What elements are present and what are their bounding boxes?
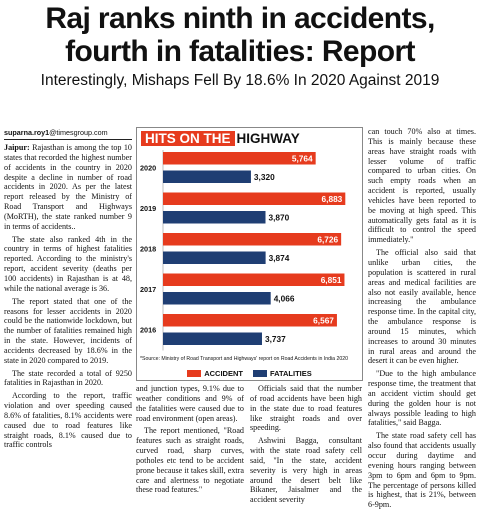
paragraph: The state also ranked 4th in the country in terms of highest fatalities reported. According to the ministry's report, accident severity (deaths per 100 accidents) in Rajasthan is at 48, while the national average is 36. (4, 234, 132, 293)
bar-fatalities-2017 (163, 292, 271, 305)
chart-legend (137, 366, 362, 380)
byline-domain: @timesgroup.com (49, 128, 108, 137)
bar-fatalities-2019 (163, 211, 266, 224)
data-label-accident-2016: 6,567 (313, 315, 334, 326)
dateline: Jaipur: (4, 143, 30, 152)
bar-accident-2019 (163, 193, 345, 206)
paragraph: The report mentioned, "Road features such as straight roads, curved road, sharp curves, potholes etc tend to be accident prone because it takes skill, extra care and alertness to negotiate these road features." (136, 426, 244, 495)
data-label-fatalities-2018: 3,874 (268, 253, 290, 263)
category-label-2017: 2017 (140, 285, 157, 294)
paragraph: The official also said that unlike urban cities, the population is scattered in rural areas and medical facilities are also not easily available, hence increasing the ambulance response time. In the capital city, the ambulance response is around 15 minutes, which increases to around 30 minutes in rural areas and around the desert it can be even higher. (368, 248, 476, 366)
article-column-2 (136, 384, 244, 495)
paragraph: "Due to the high ambulance response time, the treatment that an accident victim should get during the golden hour is not always possible leading to high fatalities," said Bagga. (368, 369, 476, 428)
paragraph-text: Rajasthan is among the top 10 states that recorded the highest number of accidents in the country in 2020 despite a decline in number of road accidents in 2020. As per the latest report released by the Ministry of Road Transport and Highways (MoRTH), the state ranked number 9 in terms of accidents.. (4, 143, 132, 231)
paragraph: The state recorded a total of 9250 fatalities in Rajasthan in 2020. (4, 368, 132, 388)
data-label-fatalities-2017: 4,066 (273, 293, 295, 304)
paragraph: According to the report, traffic violation and over speeding caused 8.6% of fatalities, 8.1% accidents were caused due to road features like straight roads, 8.1% caused due to traffic controls (4, 391, 132, 450)
byline (4, 128, 132, 140)
article-column-1 (4, 143, 132, 450)
category-label-2018: 2018 (140, 244, 157, 254)
paragraph: and junction types, 9.1% due to weather conditions and 9% of the fatalities were caused due to road environment (open areas). (136, 384, 244, 423)
bar-fatalities-2018 (163, 252, 266, 265)
legend-swatch-fatalities (253, 370, 267, 377)
chart-hits-on-the-highway (136, 127, 363, 381)
bar-chart (137, 128, 362, 380)
data-label-accident-2019: 6,883 (321, 194, 343, 204)
article-column-4 (368, 127, 476, 510)
paragraph: Officials said that the number of road accidents have been high in the state due to road features like straight roads and over speeding. (250, 384, 362, 433)
paragraph: The state road safety cell has also found that accidents usually occur during daytime and evening hours ranging between 3pm to 6pm and 6pm to 9pm. The percentage of persons killed is highest, that is 21%, between 6-9pm. (368, 431, 476, 510)
legend-item-fatalities (253, 369, 312, 378)
data-label-fatalities-2020: 3,320 (253, 172, 275, 182)
headline-line-1: Raj ranks ninth in accidents, (45, 2, 435, 35)
bar-accident-2016 (163, 314, 337, 327)
bar-accident-2017 (163, 274, 344, 287)
bar-fatalities-2016 (163, 333, 262, 346)
paragraph: can touch 70% also at times. This is mainly because these areas have straight roads with lesser volume of traffic compared to urban cities. On such empty roads when an accident is reported, usually vehicles have been reported to be moving at high speed. This automatically gets fatal as it is difficult to control the speed immediately." (368, 127, 476, 245)
legend-swatch-accident (187, 370, 201, 377)
data-label-fatalities-2019: 3,870 (268, 212, 290, 223)
data-label-accident-2020: 5,764 (291, 153, 313, 164)
chart-title-highlight: HITS ON THE (141, 131, 235, 146)
paragraph: Ashwini Bagga, consultant with the state road safety cell said, "In the state, accident severity is very high in areas around the desert belt like Bikaner, Jaisalmer and the accident severity (250, 436, 362, 505)
chart-source: *Source: Ministry of Road Transport and Highways' report on Road Accidents in India 2020 (140, 356, 349, 362)
category-label-2020: 2020 (140, 163, 157, 173)
subheadline: Interestingly, Mishaps Fell By 18.6% In 2020 Against 2019 (40, 72, 440, 89)
data-label-accident-2017: 6,851 (320, 275, 342, 285)
bar-accident-2018 (163, 233, 341, 246)
legend-label-fatalities: FATALITIES (269, 368, 312, 378)
data-label-fatalities-2016: 3,737 (264, 334, 286, 344)
legend-item-accident (187, 369, 243, 378)
article-column-3 (250, 384, 362, 505)
paragraph (4, 143, 132, 232)
bar-fatalities-2020 (163, 171, 251, 184)
data-label-accident-2018: 6,726 (317, 234, 339, 245)
headline-line-2: fourth in fatalities: Report (65, 35, 415, 68)
chart-title-rest: HIGHWAY (236, 131, 300, 146)
byline-name: suparna.roy1 (4, 128, 50, 137)
category-label-2016: 2016 (140, 325, 157, 335)
headline (6, 2, 474, 68)
paragraph: The report stated that one of the reasons for lesser accidents in 2020 could be the nationwide lockdown, but the number of fatalities remained high in the state. However, incidents of accidents decreased by 18.6% in the state in 2020 compared to 2019. (4, 296, 132, 365)
legend-label-accident: ACCIDENT (204, 368, 243, 378)
category-label-2019: 2019 (140, 204, 157, 213)
